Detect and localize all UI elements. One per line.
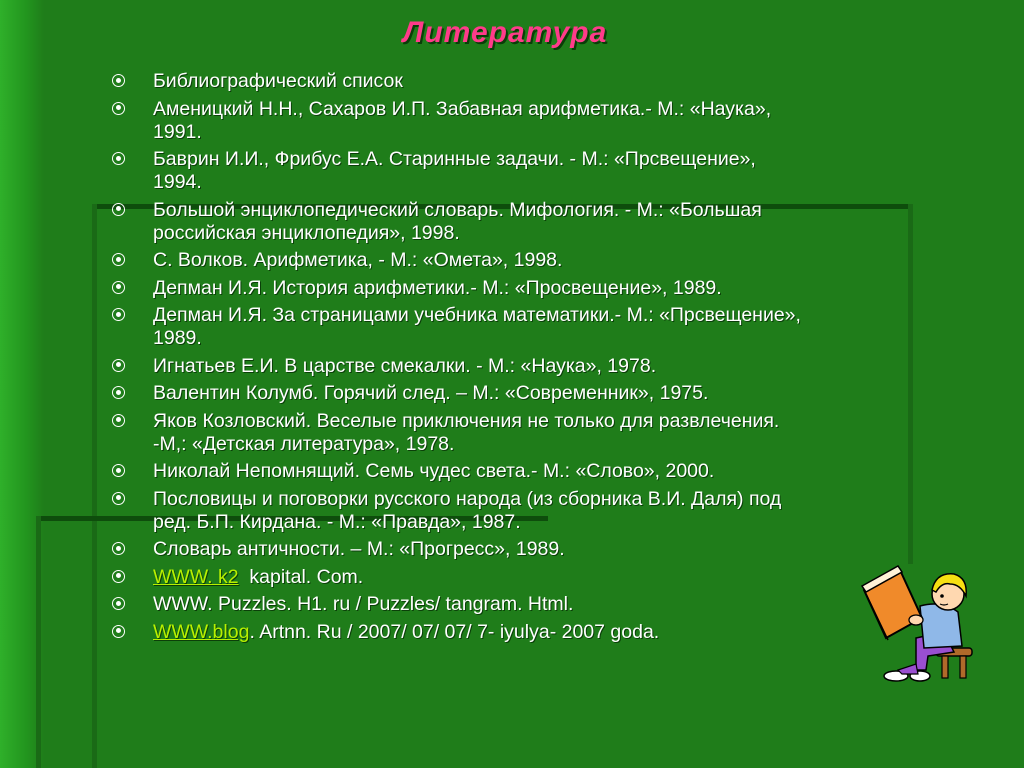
slide-title: Литература [402,16,608,49]
list-item-text: Николай Непомнящий. Семь чудес света.- М.: «Слово», 2000. [153,460,715,482]
hyperlink-blog[interactable]: WWW.blog [153,620,250,643]
list-item [112,488,802,534]
list-item [112,148,802,194]
list-item [112,98,802,144]
list-item [112,460,802,483]
list-item-text: С. Волков. Арифметика, - М.: «Омета», 1998. [153,249,563,271]
list-item [112,566,802,589]
child-reading-book-clipart [858,560,978,685]
bullet-icon [112,308,125,321]
list-item [112,304,802,350]
list-item [112,277,802,300]
bibliography-list [112,70,802,648]
hyperlink-k2[interactable]: WWW. k2 [153,565,239,588]
bullet-icon [112,492,125,505]
list-item-text: Депман И.Я. История арифметики.- М.: «Просвещение», 1989. [153,276,722,299]
list-item-text: Аменицкий Н.Н., Сахаров И.П. Забавная арифметика.- М.: «Наука», 1991. [153,97,772,143]
decor-vline-1 [92,204,97,768]
list-item [112,410,802,456]
list-item-text: WWW. Puzzles. H1. ru / Puzzles/ tangram. Html. [153,593,574,615]
bullet-icon [112,570,125,583]
bullet-icon [112,102,125,115]
list-item-text: Пословицы и поговорки русского народа (из сборника В.И. Даля) под ред. Б.П. Кирдана. - М.: «Правда», 1987. [153,487,782,533]
list-item-text: kapital. Com. [238,565,364,588]
list-item [112,249,802,272]
decor-vline-2 [36,516,41,768]
list-item-text: . Artnn. Ru / 2007/ 07/ 07/ 7- iyulya- 2007 goda. [249,620,660,643]
bullet-icon [112,203,125,216]
list-item [112,621,802,644]
list-item-text: Баврин И.И., Фрибус Е.А. Старинные задачи. - М.: «Прсвещение», 1994. [153,148,756,193]
decor-vline-3 [908,204,913,564]
list-item [112,355,802,378]
bullet-icon [112,359,125,372]
list-item-text: Валентин Колумб. Горячий след. – М.: «Современник», 1975. [153,382,709,404]
bullet-icon [112,597,125,610]
list-item-text: Игнатьев Е.И. В царстве смекалки. - М.: «Наука», 1978. [153,354,657,377]
list-item [112,593,802,616]
list-item [112,538,802,561]
bullet-icon [112,464,125,477]
bullet-icon [112,386,125,399]
list-item-text: Яков Козловский. Веселые приключения не только для развлечения. -М,: «Детская литература», 1978. [153,409,780,455]
list-item-text: Словарь античности. – М.: «Прогресс», 1989. [153,538,565,560]
bullet-icon [112,625,125,638]
list-item [112,70,802,93]
bullet-icon [112,253,125,266]
list-item [112,199,802,245]
list-item-text: Депман И.Я. За страницами учебника математики.- М.: «Прсвещение», 1989. [153,304,801,349]
bullet-icon [112,542,125,555]
list-item-text: Библиографический список [153,70,403,92]
bullet-icon [112,281,125,294]
list-item [112,382,802,405]
bullet-icon [112,414,125,427]
bullet-icon [112,152,125,165]
list-item-text: Большой энциклопедический словарь. Мифология. - М.: «Большая российская энциклопедия», 1998. [153,198,762,244]
bullet-icon [112,74,125,87]
